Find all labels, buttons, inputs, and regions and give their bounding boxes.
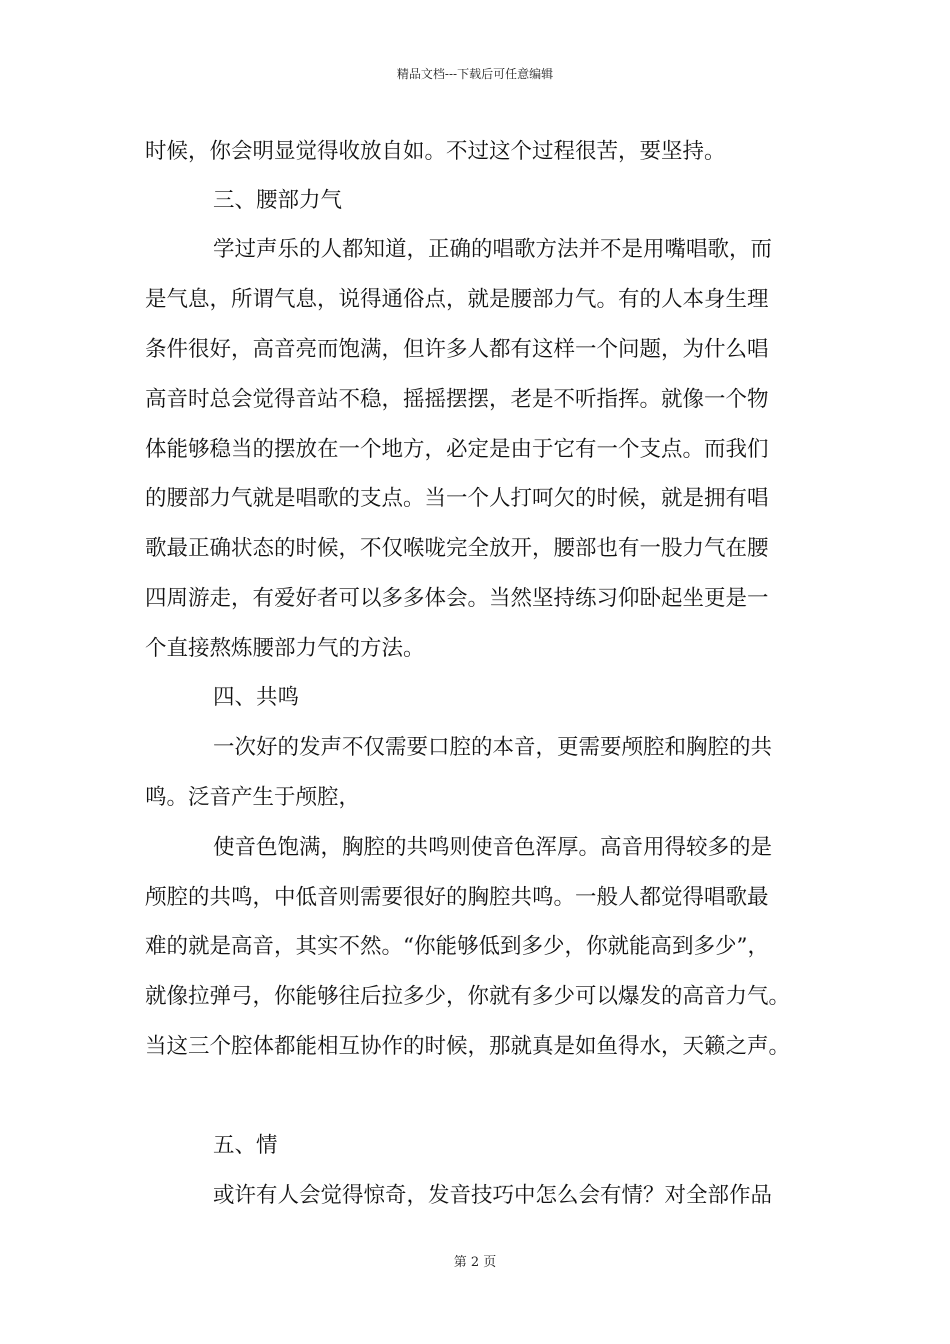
body-line: 四周游走，有爱好者可以多多体会。当然坚持练习仰卧起坐更是一: [145, 586, 769, 611]
body-line: 当这三个腔体都能相互协作的时候，那就真是如鱼得水，天籁之声。: [145, 1034, 791, 1059]
body-line: 就像拉弹弓，你能够往后拉多少，你就有多少可以爆发的高音力气。: [145, 984, 791, 1009]
body-line: 时候，你会明显觉得收放自如。不过这个过程很苦，要坚持。: [145, 139, 726, 164]
body-line: 是气息，所谓气息，说得通俗点，就是腰部力气。有的人本身生理: [145, 287, 769, 312]
body-line: 学过声乐的人都知道，正确的唱歌方法并不是用嘴唱歌，而: [213, 237, 773, 262]
body-line: 鸣。泛音产生于颅腔，: [145, 785, 361, 810]
section-heading: 五、情: [213, 1133, 278, 1158]
body-line: 或许有人会觉得惊奇，发音技巧中怎么会有情？对全部作品: [213, 1183, 773, 1208]
body-line: 难的就是高音，其实不然。“你能够低到多少，你就能高到多少”，: [145, 934, 769, 959]
body-line: 个直接熬炼腰部力气的方法。: [145, 636, 425, 661]
page-number: 第 2 页: [453, 1255, 497, 1270]
body-line: 体能够稳当的摆放在一个地方，必定是由于它有一个支点。而我们: [145, 437, 769, 462]
body-line: 颅腔的共鸣，中低音则需要很好的胸腔共鸣。一般人都觉得唱歌最: [145, 885, 769, 910]
body-line: 歌最正确状态的时候，不仅喉咙完全放开，腰部也有一股力气在腰: [145, 536, 769, 561]
body-line: 使音色饱满，胸腔的共鸣则使音色浑厚。高音用得较多的是: [213, 835, 773, 860]
body-line: 一次好的发声不仅需要口腔的本音，更需要颅腔和胸腔的共: [213, 735, 773, 760]
page-header: 精品文档---下载后可任意编辑: [396, 67, 554, 81]
section-heading: 三、腰部力气: [213, 188, 343, 213]
section-heading: 四、共鸣: [213, 685, 300, 710]
body-line: 的腰部力气就是唱歌的支点。当一个人打呵欠的时候，就是拥有唱: [145, 486, 769, 511]
body-line: 高音时总会觉得音站不稳，摇摇摆摆，老是不听指挥。就像一个物: [145, 387, 769, 412]
body-line: 条件很好，高音亮而饱满，但许多人都有这样一个问题，为什么唱: [145, 337, 769, 362]
